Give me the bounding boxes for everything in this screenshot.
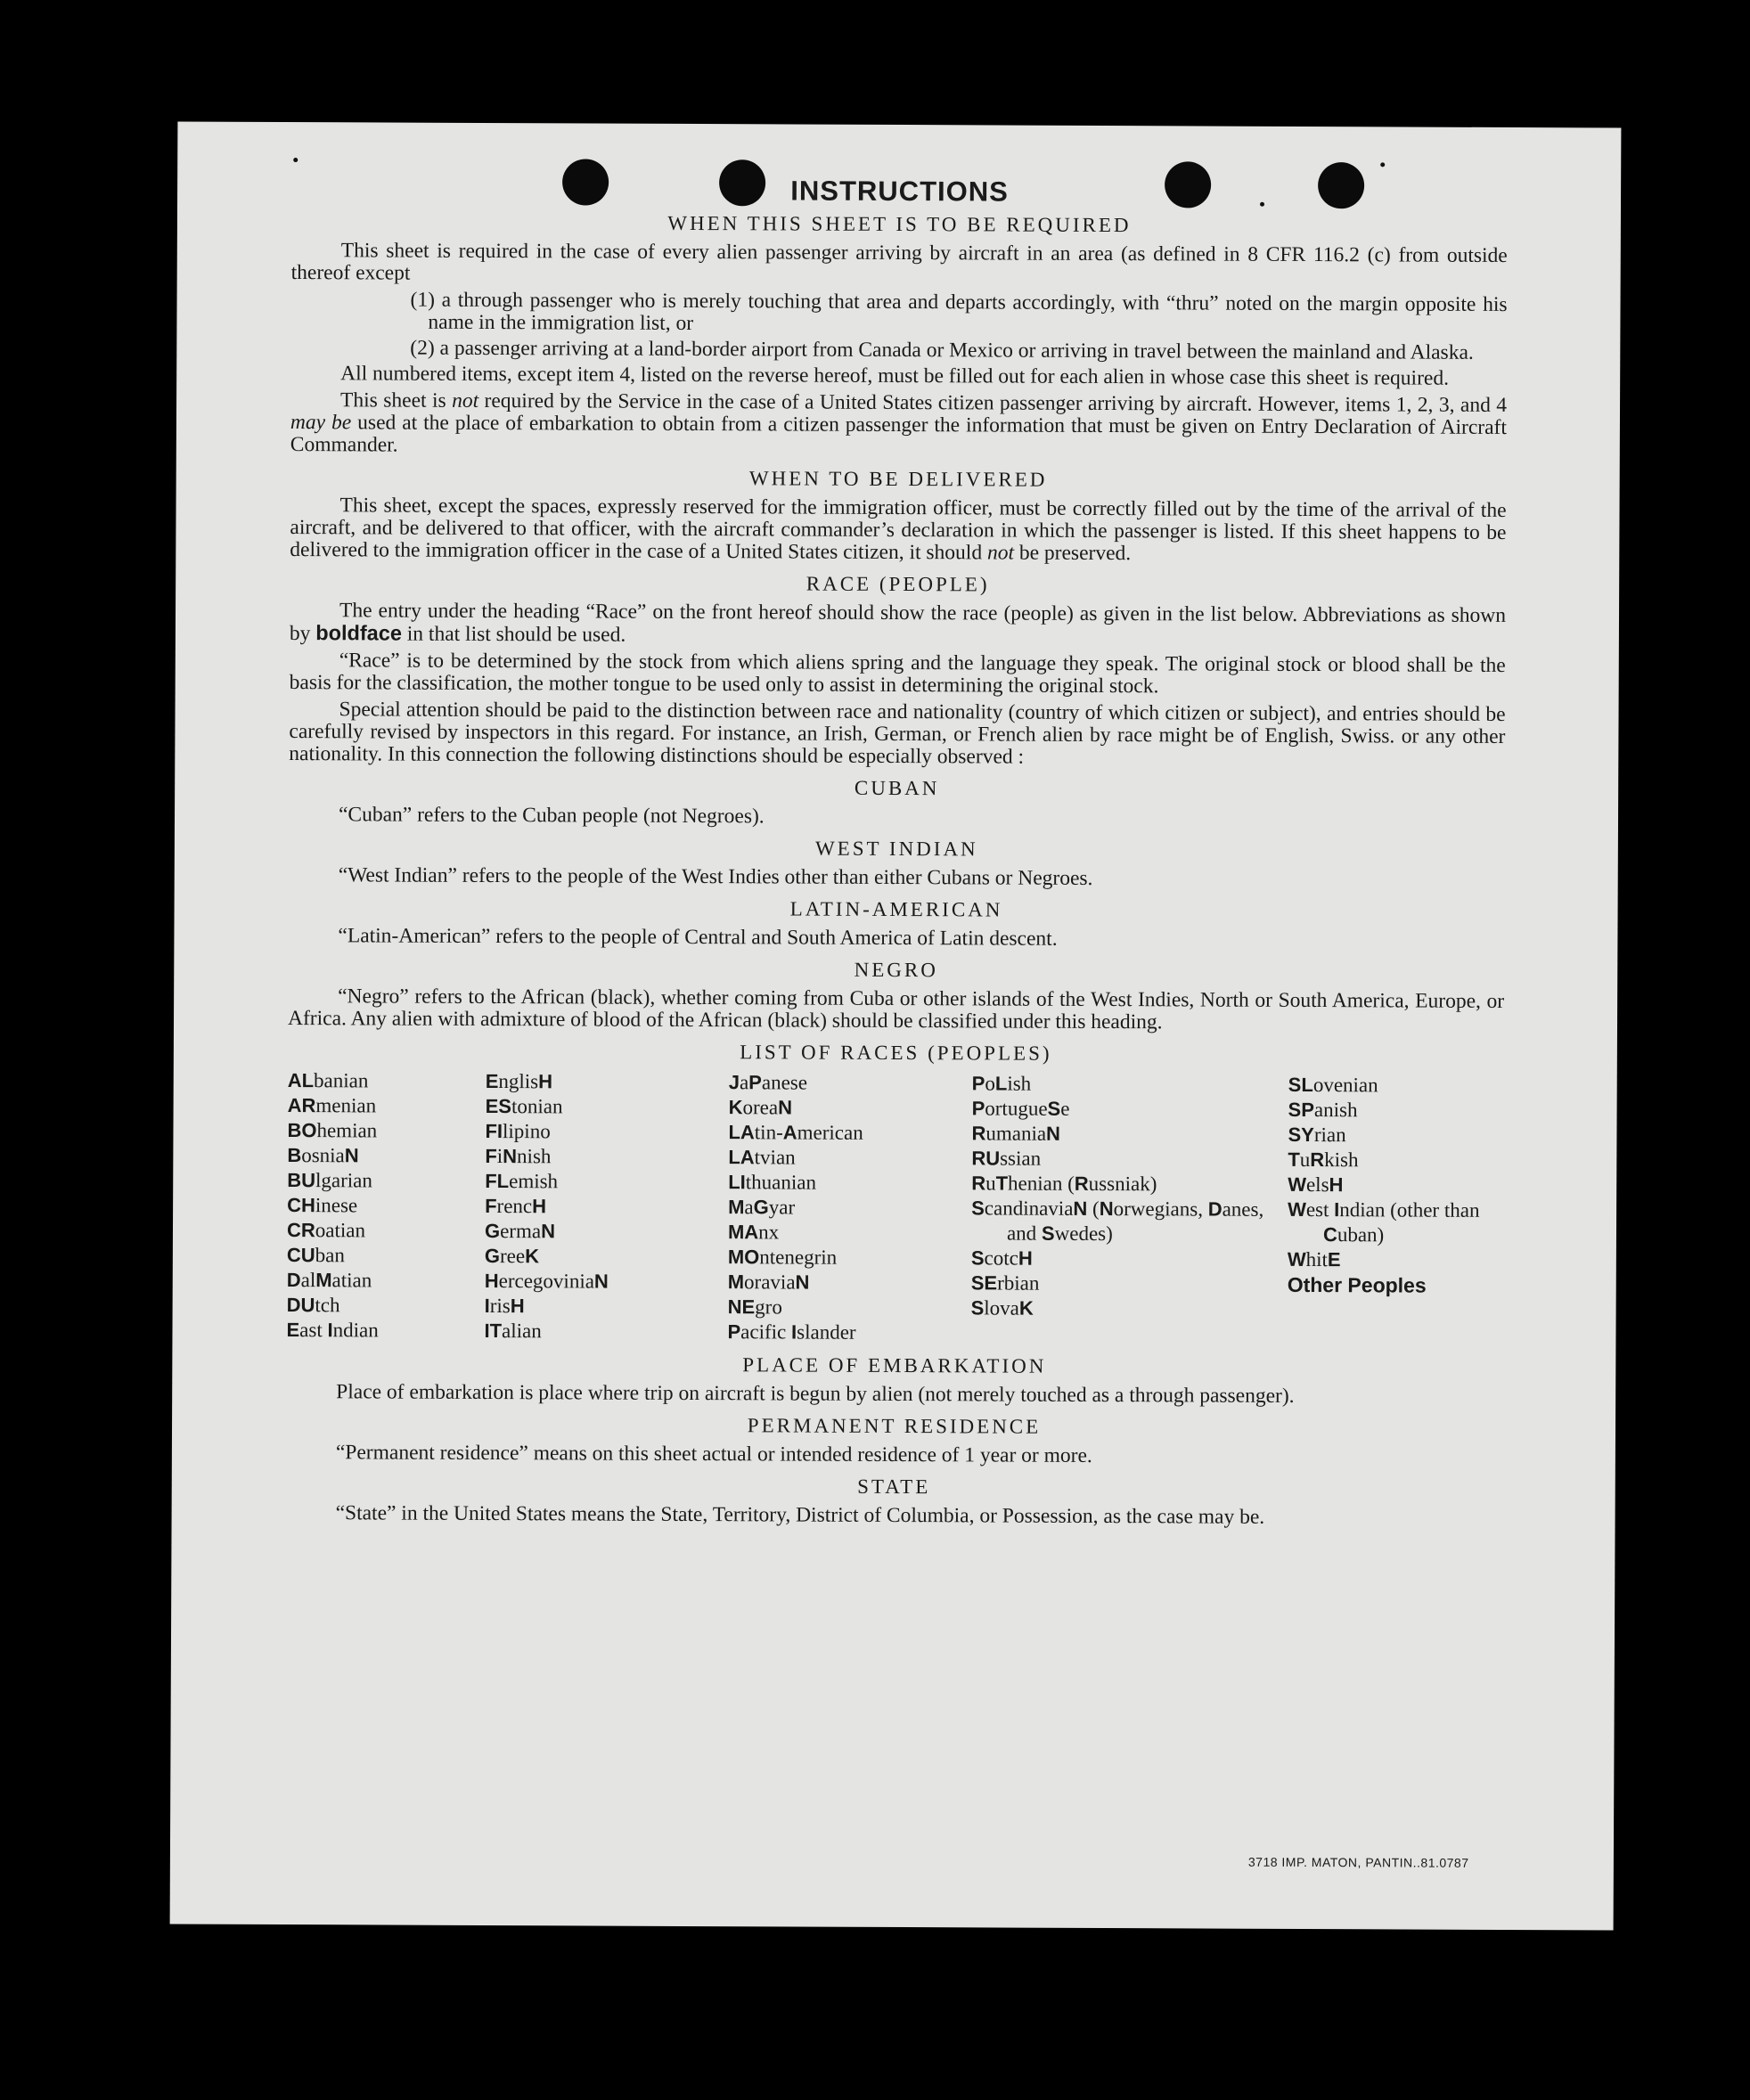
heading-race: RACE (PEOPLE) [805,572,990,596]
heading-when-required: WHEN THIS SHEET IS TO BE REQUIRED [667,211,1132,237]
paragraph: Place of embarkation is place where trip on aircraft is begun by alien (not merely touched as a through passenger). [336,1380,1295,1408]
text-run: The entry under the heading “Race” on the front hereof should show the race (people) as given in the list below. Abbreviations as shown by [289,599,1507,646]
race-entry: BosniaN [287,1144,359,1167]
bold-text: boldface [315,621,402,645]
race-entry: ITalian [484,1319,542,1343]
paragraph: Special attention should be paid to the distinction between race and nationality (country of which citizen or subject), and entries should be carefully revised by inspectors in this regard. For instance, an Irish, German, or French alien by race might be of English, Swiss. or any other nationality. In this connection the following distinctions should be especially observed : [289,698,1506,769]
race-entry: Other Peoples [1287,1272,1427,1297]
race-entry: WelsH [1288,1173,1344,1197]
race-column [286,1068,485,1344]
race-entry: EStonian [485,1094,563,1118]
race-entry: MaGyar [728,1196,796,1219]
race-entry: SErbian [970,1271,1040,1295]
heading-west-indian: WEST INDIAN [814,837,978,861]
heading-latin-american: LATIN-AMERICAN [789,897,1003,921]
race-entry: EnglisH [485,1069,553,1093]
race-entry: RuThenian (Russniak) [971,1172,1157,1196]
race-entry: MAnx [727,1221,780,1244]
paragraph [290,389,1507,462]
race-entry: CHinese [287,1194,358,1217]
heading-state: STATE [857,1475,931,1499]
paragraph: “Race” is to be determined by the stock from which aliens spring and the language they speak. The original stock or blood shall be the basis for the classification, the mother tongue to be used only to assist in determining the original stock. [289,649,1506,699]
race-entry: East Indian [286,1319,379,1342]
race-entry: SPanish [1288,1098,1358,1122]
race-entry: LIthuanian [728,1171,817,1194]
race-entry: Pacific Islander [727,1320,856,1344]
page-title: INSTRUCTIONS [790,175,1009,208]
paragraph [290,600,1506,650]
race-entry: LAtvian [728,1146,796,1169]
paragraph: This sheet is required in the case of every alien passenger arriving by aircraft in an area (as defined in 8 CFR 116.2 (c) from outside thereof except [290,239,1508,285]
race-column [1287,1073,1503,1348]
text-run: This sheet, except the spaces, expressly reserved for the immigration officer, must be correctly filled out by the time of the arrival of the aircraft, and be delivered to that officer, with the aircraft commander’s declaration in which the passenger is listed. If this sheet happens to be delivered to the immigration officer in the case of a United States citizen, it should [290,494,1507,565]
race-entry: NEgro [727,1295,782,1319]
paragraph: “State” in the United States means the State, Territory, District of Columbia, or Possession, as the case may be. [335,1501,1265,1529]
race-entry: GreeK [484,1244,540,1268]
race-entry: PortugueSe [971,1097,1070,1120]
race-entry: West Indian (other than Cuban) [1288,1197,1480,1246]
italic-text: not [986,541,1015,565]
paragraph: “Latin-American” refers to the people of Central and South America of Latin descent. [338,924,1058,951]
race-entry: LAtin-American [728,1121,863,1144]
heading-list-of-races: LIST OF RACES (PEOPLES) [740,1041,1052,1065]
speck [293,158,298,162]
race-entry: FiNnish [485,1144,552,1168]
race-entry: SYrian [1288,1123,1346,1147]
race-column [484,1069,728,1344]
text-run: in that list should be used. [401,622,626,647]
race-entry: RumaniaN [971,1122,1061,1145]
text-run: be preserved. [1013,541,1132,566]
heading-embarkation: PLACE OF EMBARKATION [742,1353,1047,1377]
race-entry: MoraviaN [727,1271,810,1294]
race-entry: ScotcH [970,1246,1033,1270]
heading-cuban: CUBAN [854,776,940,800]
race-entry: DUtch [286,1294,340,1317]
race-entry: PoLish [971,1072,1032,1095]
race-entry: FLemish [485,1169,559,1193]
paragraph: “West Indian” refers to the people of the West Indies other than either Cubans or Negroes. [338,863,1093,890]
paragraph: All numbered items, except item 4, listed on the reverse hereof, must be filled out for each alien in whose case this sheet is required. [340,362,1450,390]
paragraph [290,494,1506,567]
race-entry: TuRkish [1288,1148,1359,1172]
paragraph: “Cuban” refers to the Cuban people (not Negroes). [338,803,765,829]
race-entry: FIlipino [485,1119,551,1143]
heading-when-delivered: WHEN TO BE DELIVERED [748,467,1048,491]
race-entry: ARmenian [287,1094,377,1117]
text-run: required by the Service in the case of a United States citizen passenger arriving by aircraft. However, items 1, 2, 3, and 4 [478,388,1508,417]
speck [1380,162,1385,167]
race-entry: CRoatian [286,1219,366,1242]
instructions-content [286,177,1509,1534]
race-entry: BUlgarian [287,1169,372,1192]
race-column [727,1070,971,1345]
race-entry: CUban [286,1244,345,1267]
race-entry: GermaN [484,1219,556,1243]
race-entry: JaPanese [728,1071,808,1094]
race-entry: DalMatian [286,1269,372,1292]
race-entry: ScandinaviaN (Norwegians, Danes, and Swedes) [971,1197,1264,1246]
race-entry: SLovenian [1288,1073,1378,1097]
race-entry: IrisH [484,1294,525,1318]
heading-negro: NEGRO [854,958,938,982]
exception-item-1: (1) a through passenger who is merely touching that area and departs accordingly, with “thru” noted on the margin opposite his name in the immigration list, or [410,288,1508,336]
race-entry: FrencH [485,1194,547,1218]
faint-stamp [191,204,307,306]
race-column [970,1071,1288,1347]
race-entry: ALbanian [287,1069,369,1092]
paragraph: “Negro” refers to the African (black), whether coming from Cuba or other islands of the West Indies, North or South America, Europe, or Africa. Any alien with admixture of blood of the African (black) should be classified under this heading. [287,985,1505,1034]
paragraph: “Permanent residence” means on this sheet actual or intended residence of 1 year or more. [335,1441,1092,1467]
race-entry: MOntenegrin [727,1246,838,1269]
race-entry: KoreaN [728,1096,793,1119]
italic-text: not [452,388,479,413]
printer-imprint: 3718 IMP. MATON, PANTIN..81.0787 [1247,1854,1469,1870]
heading-permanent-residence: PERMANENT RESIDENCE [747,1414,1042,1438]
italic-text: may be [290,411,352,435]
race-entry: SlovaK [970,1296,1034,1320]
exception-item-2: (2) a passenger arriving at a land-border airport from Canada or Mexico or arriving in travel between the mainland and Alaska. [410,336,1474,364]
race-list [286,1068,1503,1348]
text-run: used at the place of embarkation to obtain from a citizen passenger the information that must be given on Entry Declaration of Aircraft Commander. [290,411,1507,457]
race-entry: WhitE [1287,1247,1341,1271]
document-sheet [170,121,1622,1930]
race-entry: HercegoviniaN [484,1269,609,1293]
race-entry: BOhemian [287,1119,378,1142]
text-run: This sheet is [340,388,453,413]
race-entry: RUssian [971,1147,1042,1170]
